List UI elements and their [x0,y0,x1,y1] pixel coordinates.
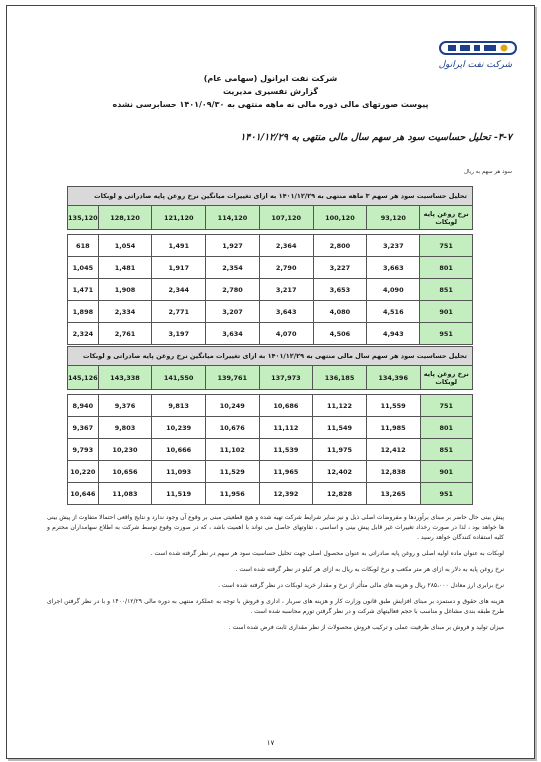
unit-note: سود هر سهم به ریال [464,169,512,175]
value-cell: 1,054 [98,235,152,257]
value-cell: 1,045 [68,257,99,279]
table-row [68,483,473,505]
table-row [68,279,473,301]
value-cell: 2,344 [152,279,206,301]
table-row [68,301,473,323]
value-cell: 11,083 [98,483,152,505]
value-cell: 3,634 [206,323,260,345]
page-number: ۱۷ [266,739,275,747]
header-value: 136,185 [313,366,367,390]
rate-cell: 851 [420,279,473,301]
value-cell: 2,790 [259,257,313,279]
value-cell: 9,793 [68,439,99,461]
assumption-notes [47,513,504,639]
header-value: 141,550 [152,366,206,390]
note-paragraph: لوبکات به عنوان ماده اولیه اصلی و روغن پایه صادراتی به عنوان محصول اصلی جهت تحلیل حساسیت سود هر سهم در نظر گرفته شده است . [150,550,504,557]
header-value: 93,120 [367,206,420,230]
value-cell: 10,686 [259,395,313,417]
table-row [68,461,473,483]
value-cell: 1,927 [206,235,260,257]
header-value: 134,396 [366,366,420,390]
value-cell: 3,207 [206,301,260,323]
value-cell: 1,491 [152,235,206,257]
value-cell: 11,965 [259,461,313,483]
value-cell: 4,516 [367,301,420,323]
value-cell: 618 [68,235,99,257]
value-cell: 4,943 [367,323,420,345]
table-row [68,257,473,279]
value-cell: 11,112 [259,417,313,439]
header-value: 137,973 [259,366,313,390]
value-cell: 1,908 [98,279,152,301]
value-cell: 3,237 [367,235,420,257]
header-value: 114,120 [206,206,260,230]
value-cell: 3,217 [259,279,313,301]
rate-cell: 951 [420,323,473,345]
value-cell: 11,539 [259,439,313,461]
value-cell: 3,197 [152,323,206,345]
value-cell: 12,412 [366,439,420,461]
header-value: 128,120 [98,206,152,230]
table-row [68,323,473,345]
value-cell: 11,975 [313,439,367,461]
value-cell: 2,761 [98,323,152,345]
value-cell: 3,227 [313,257,367,279]
value-cell: 10,220 [68,461,99,483]
sensitivity-table-3-month [67,186,473,345]
note-paragraph: نرخ برابری ارز معادل ۲۸۵،۰۰۰ ریال و هزینه های مالی متأثر از نرخ و مقدار خرید لوبکات در نظر گرفته شده است . [218,582,504,589]
note-paragraph: هزینه های حقوق و دستمزد بر مبنای افزایش طبق قانون وزارت کار و هزینه های سربار ، اداری و فروش با توجه به عملکرد منتهی به دوره مالی ۱۴۰۰/۱۲/۲۹ و با در نظر گرفتن اجرای طرح طبقه بندی مشاغل و مناسب با حجم فعالیتهای شرکت و در نظر گرفتن تورم محاسبه شده است . [47,598,504,615]
value-cell: 8,940 [68,395,99,417]
rate-cell: 851 [420,439,473,461]
document-header [7,72,534,111]
value-cell: 11,093 [152,461,206,483]
header-value: 107,120 [259,206,313,230]
value-cell: 3,663 [367,257,420,279]
value-cell: 2,780 [206,279,260,301]
value-cell: 11,985 [366,417,420,439]
value-cell: 4,080 [313,301,367,323]
value-cell: 2,334 [98,301,152,323]
value-cell: 10,249 [205,395,259,417]
value-cell: 2,354 [206,257,260,279]
rate-cell: 801 [420,417,473,439]
header-value: 143,338 [98,366,152,390]
logo-company-name: شرکت نفت ایرانول [438,60,512,70]
value-cell: 12,392 [259,483,313,505]
note-paragraph: نرخ روغن پایه به دلار به ازای هر متر مکعب و نرخ لوبکات به ریال به ازای هر کیلو در نظر گرفته شده است . [235,566,504,573]
value-cell: 1,917 [152,257,206,279]
value-cell: 12,828 [313,483,367,505]
value-cell: 4,506 [313,323,367,345]
note-paragraph: میزان تولید و فروش بر مبنای ظرفیت عملی و ترکیب فروش محصولات از نظر مقداری ثابت فرض شده است . [228,624,504,631]
value-cell: 11,519 [152,483,206,505]
value-cell: 11,102 [205,439,259,461]
header-value: 135,120 [68,206,99,230]
report-title: گزارش تفسیری مدیریت [222,87,319,96]
value-cell: 1,481 [98,257,152,279]
value-cell: 11,956 [205,483,259,505]
value-cell: 1,898 [68,301,99,323]
value-cell: 13,265 [366,483,420,505]
value-cell: 12,402 [313,461,367,483]
value-cell: 4,070 [259,323,313,345]
section-title: ۴-۷- تحلیل حساسیت سود هر سهم سال مالی منتهی به ۱۴۰۱/۱۲/۲۹ [240,132,512,143]
table-row [68,417,473,439]
header-value: 139,761 [205,366,259,390]
value-cell: 11,549 [313,417,367,439]
value-cell: 2,800 [313,235,367,257]
iranol-logo-mark [438,40,518,56]
document-page [6,5,535,759]
rate-cell: 801 [420,257,473,279]
value-cell: 3,653 [313,279,367,301]
value-cell: 2,771 [152,301,206,323]
value-cell: 10,646 [68,483,99,505]
value-cell: 3,643 [259,301,313,323]
value-cell: 10,656 [98,461,152,483]
value-cell: 9,813 [152,395,206,417]
value-cell: 11,529 [205,461,259,483]
sensitivity-table-annual [67,346,473,505]
table-row [68,439,473,461]
value-cell: 9,376 [98,395,152,417]
rate-cell: 951 [420,483,473,505]
value-cell: 11,559 [366,395,420,417]
value-cell: 10,230 [98,439,152,461]
report-period: پیوست صورتهای مالی دوره مالی نه ماهه منتهی به ۱۴۰۱/۰۹/۳۰ حسابرسی نشده [112,100,429,109]
rate-cell: 751 [420,395,473,417]
value-cell: 1,471 [68,279,99,301]
table-row [68,395,473,417]
value-cell: 2,364 [259,235,313,257]
header-value: 121,120 [152,206,206,230]
table-row [68,235,473,257]
header-label: نرخ روغن پایه لوبکات [420,206,473,230]
value-cell: 9,367 [68,417,99,439]
value-cell: 10,666 [152,439,206,461]
note-paragraph: پیش بینی حال حاضر بر مبنای برآوردها و مفروضات اصلی ذیل و نیز سایر شرایط شرکت تهیه شده و هیچ قطعیتی مبنی بر وقوع آن وجود ندارد و نتایج واقعی احتمالا متفاوت از پیش بینی ها خواهد بود ، لذا در صورت رخداد تغییرات غیر قابل پیش بینی و اساسی ، تفاوتهای حاصل می تواند با اهمیت باشد ، که در صورت وقوع توسط شرکت به اطلاع سهامداران محترم و کلیه استفاده کنندگان خواهد رسید . [47,514,504,541]
rate-cell: 901 [420,461,473,483]
header-value: 145,126 [68,366,99,390]
value-cell: 11,122 [313,395,367,417]
header-label: نرخ روغن پایه لوبکات [420,366,473,390]
value-cell: 10,239 [152,417,206,439]
rate-cell: 901 [420,301,473,323]
value-cell: 10,676 [205,417,259,439]
value-cell: 9,803 [98,417,152,439]
table-caption: تحلیل حساسیت سود هر سهم ۳ ماهه منتهی به ۱۴۰۱/۱۲/۲۹ به ازای تغییرات میانگین نرخ روغن پایه صادراتی و لوبکات [68,187,473,206]
rate-cell: 751 [420,235,473,257]
company-name: شرکت نفت ایرانول (سهامی عام) [203,74,338,83]
value-cell: 2,324 [68,323,99,345]
value-cell: 4,090 [367,279,420,301]
value-cell: 12,838 [366,461,420,483]
table-caption: تحلیل حساسیت سود هر سهم سال مالی منتهی به ۱۴۰۱/۱۲/۲۹ به ازای تغییرات میانگین نرخ روغن پایه صادراتی و لوبکات [68,347,473,366]
header-value: 100,120 [313,206,367,230]
